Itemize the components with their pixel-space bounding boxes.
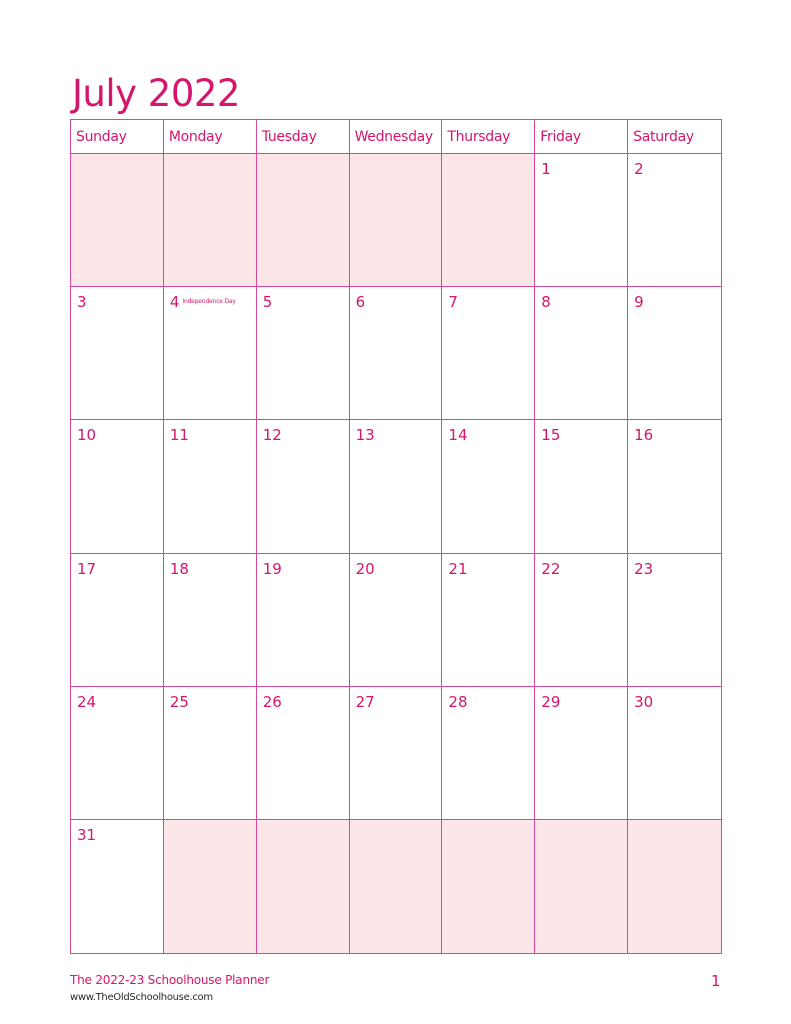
day-cell xyxy=(164,554,257,687)
day-number: 24 xyxy=(77,692,97,711)
day-number: 1 xyxy=(541,160,551,178)
weekday-header: Saturday xyxy=(628,120,721,154)
day-number: 10 xyxy=(77,426,97,445)
day-number: 30 xyxy=(634,692,654,711)
day-number: 27 xyxy=(355,692,375,711)
day-cell xyxy=(535,554,628,687)
day-number: 20 xyxy=(355,559,375,578)
footer-planner-title: The 2022-23 Schoolhouse Planner xyxy=(70,973,270,987)
day-number: 8 xyxy=(541,293,551,312)
day-number: 4 xyxy=(169,293,180,312)
day-number: 15 xyxy=(541,426,561,445)
day-number: 17 xyxy=(77,559,97,578)
day-cell xyxy=(442,287,535,420)
empty-day-cell xyxy=(442,154,535,287)
day-cell xyxy=(628,287,721,420)
weekday-header: Monday xyxy=(164,120,257,154)
day-cell xyxy=(350,554,443,687)
empty-day-cell xyxy=(164,820,257,953)
day-cell xyxy=(350,420,443,553)
day-cell xyxy=(71,687,164,820)
day-cell xyxy=(164,287,257,420)
empty-day-cell xyxy=(164,154,257,287)
day-number: 11 xyxy=(169,426,189,445)
day-cell xyxy=(628,154,721,287)
empty-day-cell xyxy=(257,820,350,953)
footer-website: www.TheOldSchoolhouse.com xyxy=(70,992,213,1003)
day-number: 3 xyxy=(77,293,87,312)
day-number: 7 xyxy=(448,293,458,312)
day-number: 21 xyxy=(448,559,468,578)
day-cell xyxy=(350,687,443,820)
day-cell xyxy=(628,554,721,687)
empty-day-cell xyxy=(442,820,535,953)
day-cell xyxy=(71,554,164,687)
day-number: 18 xyxy=(169,559,189,578)
page-number: 1 xyxy=(711,972,721,990)
day-cell xyxy=(442,687,535,820)
holiday-label: Independence Day xyxy=(182,298,236,306)
day-number: 23 xyxy=(634,559,654,578)
day-cell xyxy=(71,287,164,420)
weekday-header: Friday xyxy=(535,120,628,154)
day-number: 2 xyxy=(634,160,644,178)
weekday-header: Tuesday xyxy=(257,120,350,154)
day-cell xyxy=(164,420,257,553)
day-number: 16 xyxy=(634,426,654,445)
day-cell xyxy=(257,420,350,553)
day-number: 9 xyxy=(634,293,644,312)
empty-day-cell xyxy=(257,154,350,287)
day-number: 28 xyxy=(448,692,468,711)
day-number: 26 xyxy=(262,692,282,711)
weekday-header: Wednesday xyxy=(350,120,443,154)
day-number: 19 xyxy=(262,559,282,578)
empty-day-cell xyxy=(71,154,164,287)
day-number: 12 xyxy=(262,426,282,445)
day-number: 5 xyxy=(262,293,273,312)
day-cell xyxy=(442,420,535,553)
day-cell xyxy=(628,420,721,553)
empty-day-cell xyxy=(535,820,628,953)
weekday-header: Thursday xyxy=(442,120,535,154)
month-title: July 2022 xyxy=(72,72,240,115)
day-cell xyxy=(628,687,721,820)
day-cell xyxy=(257,287,350,420)
day-number: 22 xyxy=(541,559,561,578)
day-cell xyxy=(535,154,628,287)
day-number: 31 xyxy=(77,825,97,844)
day-cell xyxy=(164,687,257,820)
day-number: 29 xyxy=(541,692,561,711)
day-cell xyxy=(71,420,164,553)
day-cell xyxy=(442,554,535,687)
weekday-header: Sunday xyxy=(71,120,164,154)
day-cell xyxy=(71,820,164,953)
day-number: 6 xyxy=(355,293,366,312)
calendar-grid xyxy=(70,119,722,954)
day-number: 25 xyxy=(169,692,189,711)
day-cell xyxy=(535,687,628,820)
day-number: 13 xyxy=(355,426,375,445)
day-number: 14 xyxy=(448,426,468,445)
empty-day-cell xyxy=(350,154,443,287)
day-cell xyxy=(257,554,350,687)
empty-day-cell xyxy=(628,820,721,953)
day-cell xyxy=(257,687,350,820)
day-cell xyxy=(350,287,443,420)
day-cell xyxy=(535,420,628,553)
empty-day-cell xyxy=(350,820,443,953)
day-cell xyxy=(535,287,628,420)
